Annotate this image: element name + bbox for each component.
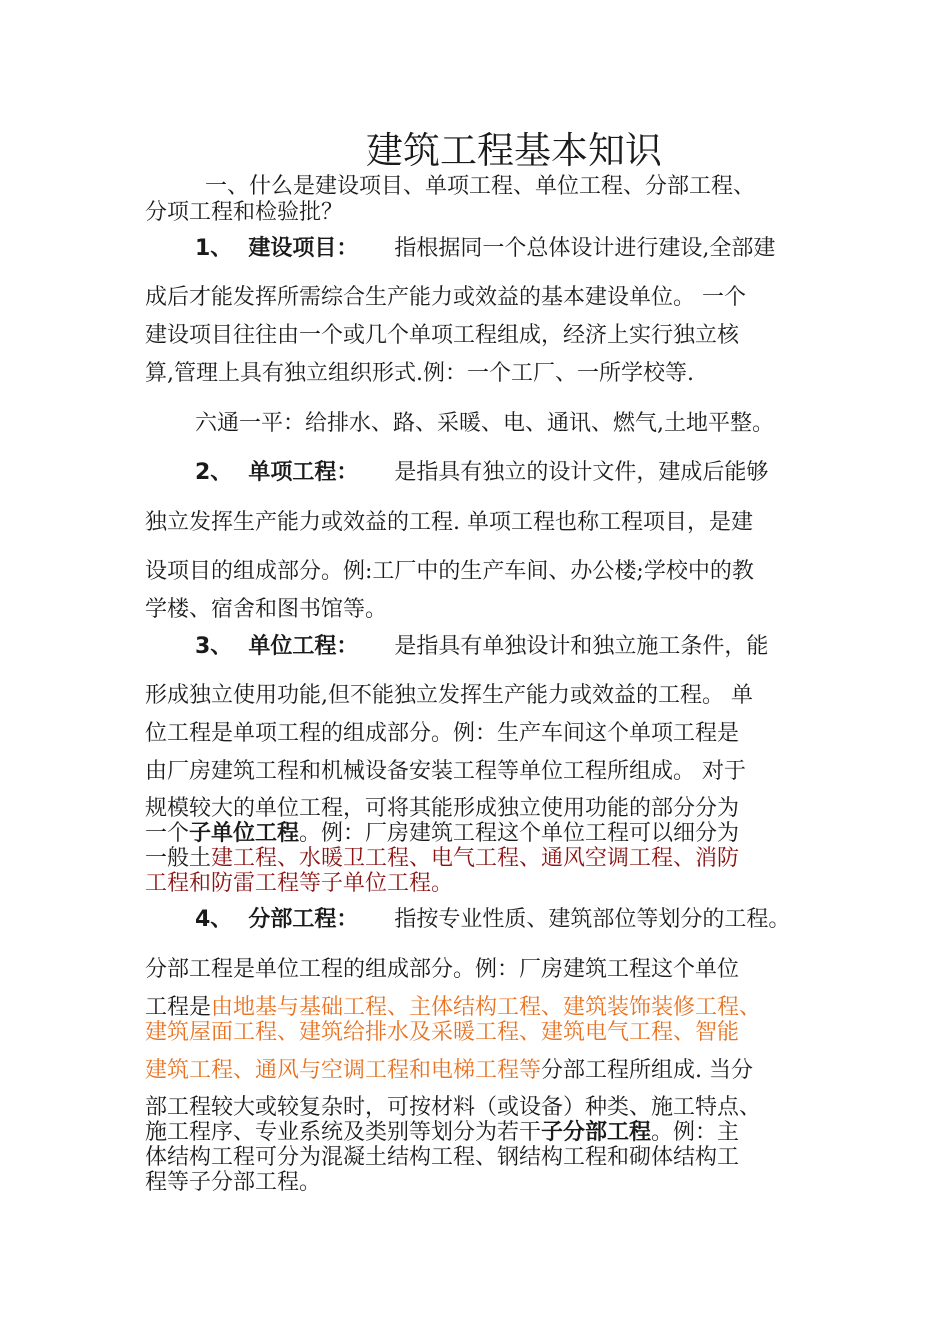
section-4-line: 体结构工程可分为混凝土结构工程、钢结构工程和砌体结构工 — [145, 1145, 740, 1170]
section-1-line: 成后才能发挥所需综合生产能力或效益的基本建设单位。 一个 — [145, 285, 746, 310]
highlight-orange-text: 由地基与基础工程、主体结构工程、建筑装饰装修工程、 — [211, 995, 762, 1020]
section-4-text: 施工程序、专业系统及类别等划分为若干 — [145, 1120, 542, 1145]
question-line-2: 分项工程和检验批？ — [145, 200, 344, 225]
section-3-line: 由厂房建筑工程和机械设备安装工程等单位工程所组成。 对于 — [145, 759, 746, 784]
section-3-number: 3、 — [195, 634, 233, 659]
section-4-number: 4、 — [195, 907, 233, 932]
section-4-line — [145, 1058, 753, 1084]
page-title: 建筑工程基本知识 — [366, 129, 662, 172]
section-3-heading — [195, 634, 768, 660]
section-1-line: 建设项目往往由一个或几个单项工程组成，经济上实行独立核 — [145, 323, 740, 348]
highlight-orange-text: 建筑工程、通风与空调工程和电梯工程等 — [145, 1058, 542, 1083]
section-2-line: 独立发挥生产能力或效益的工程. 单项工程也称工程项目，是建 — [145, 510, 753, 535]
question-line-1: 一、什么是建设项目、单项工程、单位工程、分部工程、 — [205, 174, 756, 199]
section-3-term: 单位工程： — [248, 634, 359, 659]
section-4-line — [145, 1120, 739, 1146]
section-4-heading — [195, 907, 790, 933]
highlight-orange-text: 建筑屋面工程、建筑给排水及采暖工程、建筑电气工程、智能 — [145, 1020, 740, 1045]
section-4-line: 分部工程是单位工程的组成部分。例：厂房建筑工程这个单位 — [145, 957, 740, 982]
section-4-definition: 指按专业性质、建筑部位等划分的工程。 — [394, 907, 791, 932]
section-4-line — [145, 995, 761, 1021]
section-1-note: 六通一平：给排水、路、采暖、电、通讯、燃气,土地平整。 — [195, 411, 774, 436]
section-4-text: 分部工程所组成. 当分 — [541, 1058, 754, 1083]
section-3-line: 形成独立使用功能,但不能独立发挥生产能力或效益的工程。 单 — [145, 683, 753, 708]
section-2-number: 2、 — [195, 460, 233, 485]
section-2-definition: 是指具有独立的设计文件，建成后能够 — [394, 460, 769, 485]
section-2-heading — [195, 460, 768, 486]
section-1-line: 算,管理上具有独立组织形式.例：一个工厂、一所学校等. — [145, 361, 694, 386]
section-3-text: 。例：厂房建筑工程这个单位工程可以细分为 — [299, 821, 740, 846]
section-1-number: 1、 — [195, 236, 233, 261]
highlight-red-text: 建工程、水暖卫工程、电气工程、通风空调工程、消防 — [211, 846, 740, 871]
sub-unit-term: 子单位工程 — [189, 821, 300, 846]
highlight-red-text: 工程和防雷工程等子单位工程。 — [145, 871, 454, 896]
section-2-line: 设项目的组成部分。例:工厂中的生产车间、办公楼;学校中的教 — [145, 559, 754, 584]
section-3-text: 一般土 — [145, 846, 212, 871]
section-4-text: 工程是 — [145, 995, 212, 1020]
section-3-definition: 是指具有单独设计和独立施工条件，能 — [394, 634, 769, 659]
section-3-line — [145, 821, 739, 847]
sub-division-term: 子分部工程 — [541, 1120, 652, 1145]
section-4-line: 程等子分部工程。 — [145, 1170, 322, 1195]
section-2-term: 单项工程： — [248, 460, 359, 485]
section-2-line: 学楼、宿舍和图书馆等。 — [145, 597, 388, 622]
section-4-text: 。例：主 — [651, 1120, 740, 1145]
section-3-line: 位工程是单项工程的组成部分。例：生产车间这个单项工程是 — [145, 721, 740, 746]
section-3-line — [145, 846, 739, 872]
section-3-text: 一个 — [145, 821, 190, 846]
section-1-definition: 指根据同一个总体设计进行建设,全部建 — [394, 236, 776, 261]
section-1-heading — [195, 236, 775, 262]
section-1-term: 建设项目： — [248, 236, 359, 261]
section-4-line: 部工程较大或较复杂时，可按材料（或设备）种类、施工特点、 — [145, 1095, 762, 1120]
section-4-term: 分部工程： — [248, 907, 359, 932]
section-3-line: 规模较大的单位工程，可将其能形成独立使用功能的部分分为 — [145, 796, 740, 821]
